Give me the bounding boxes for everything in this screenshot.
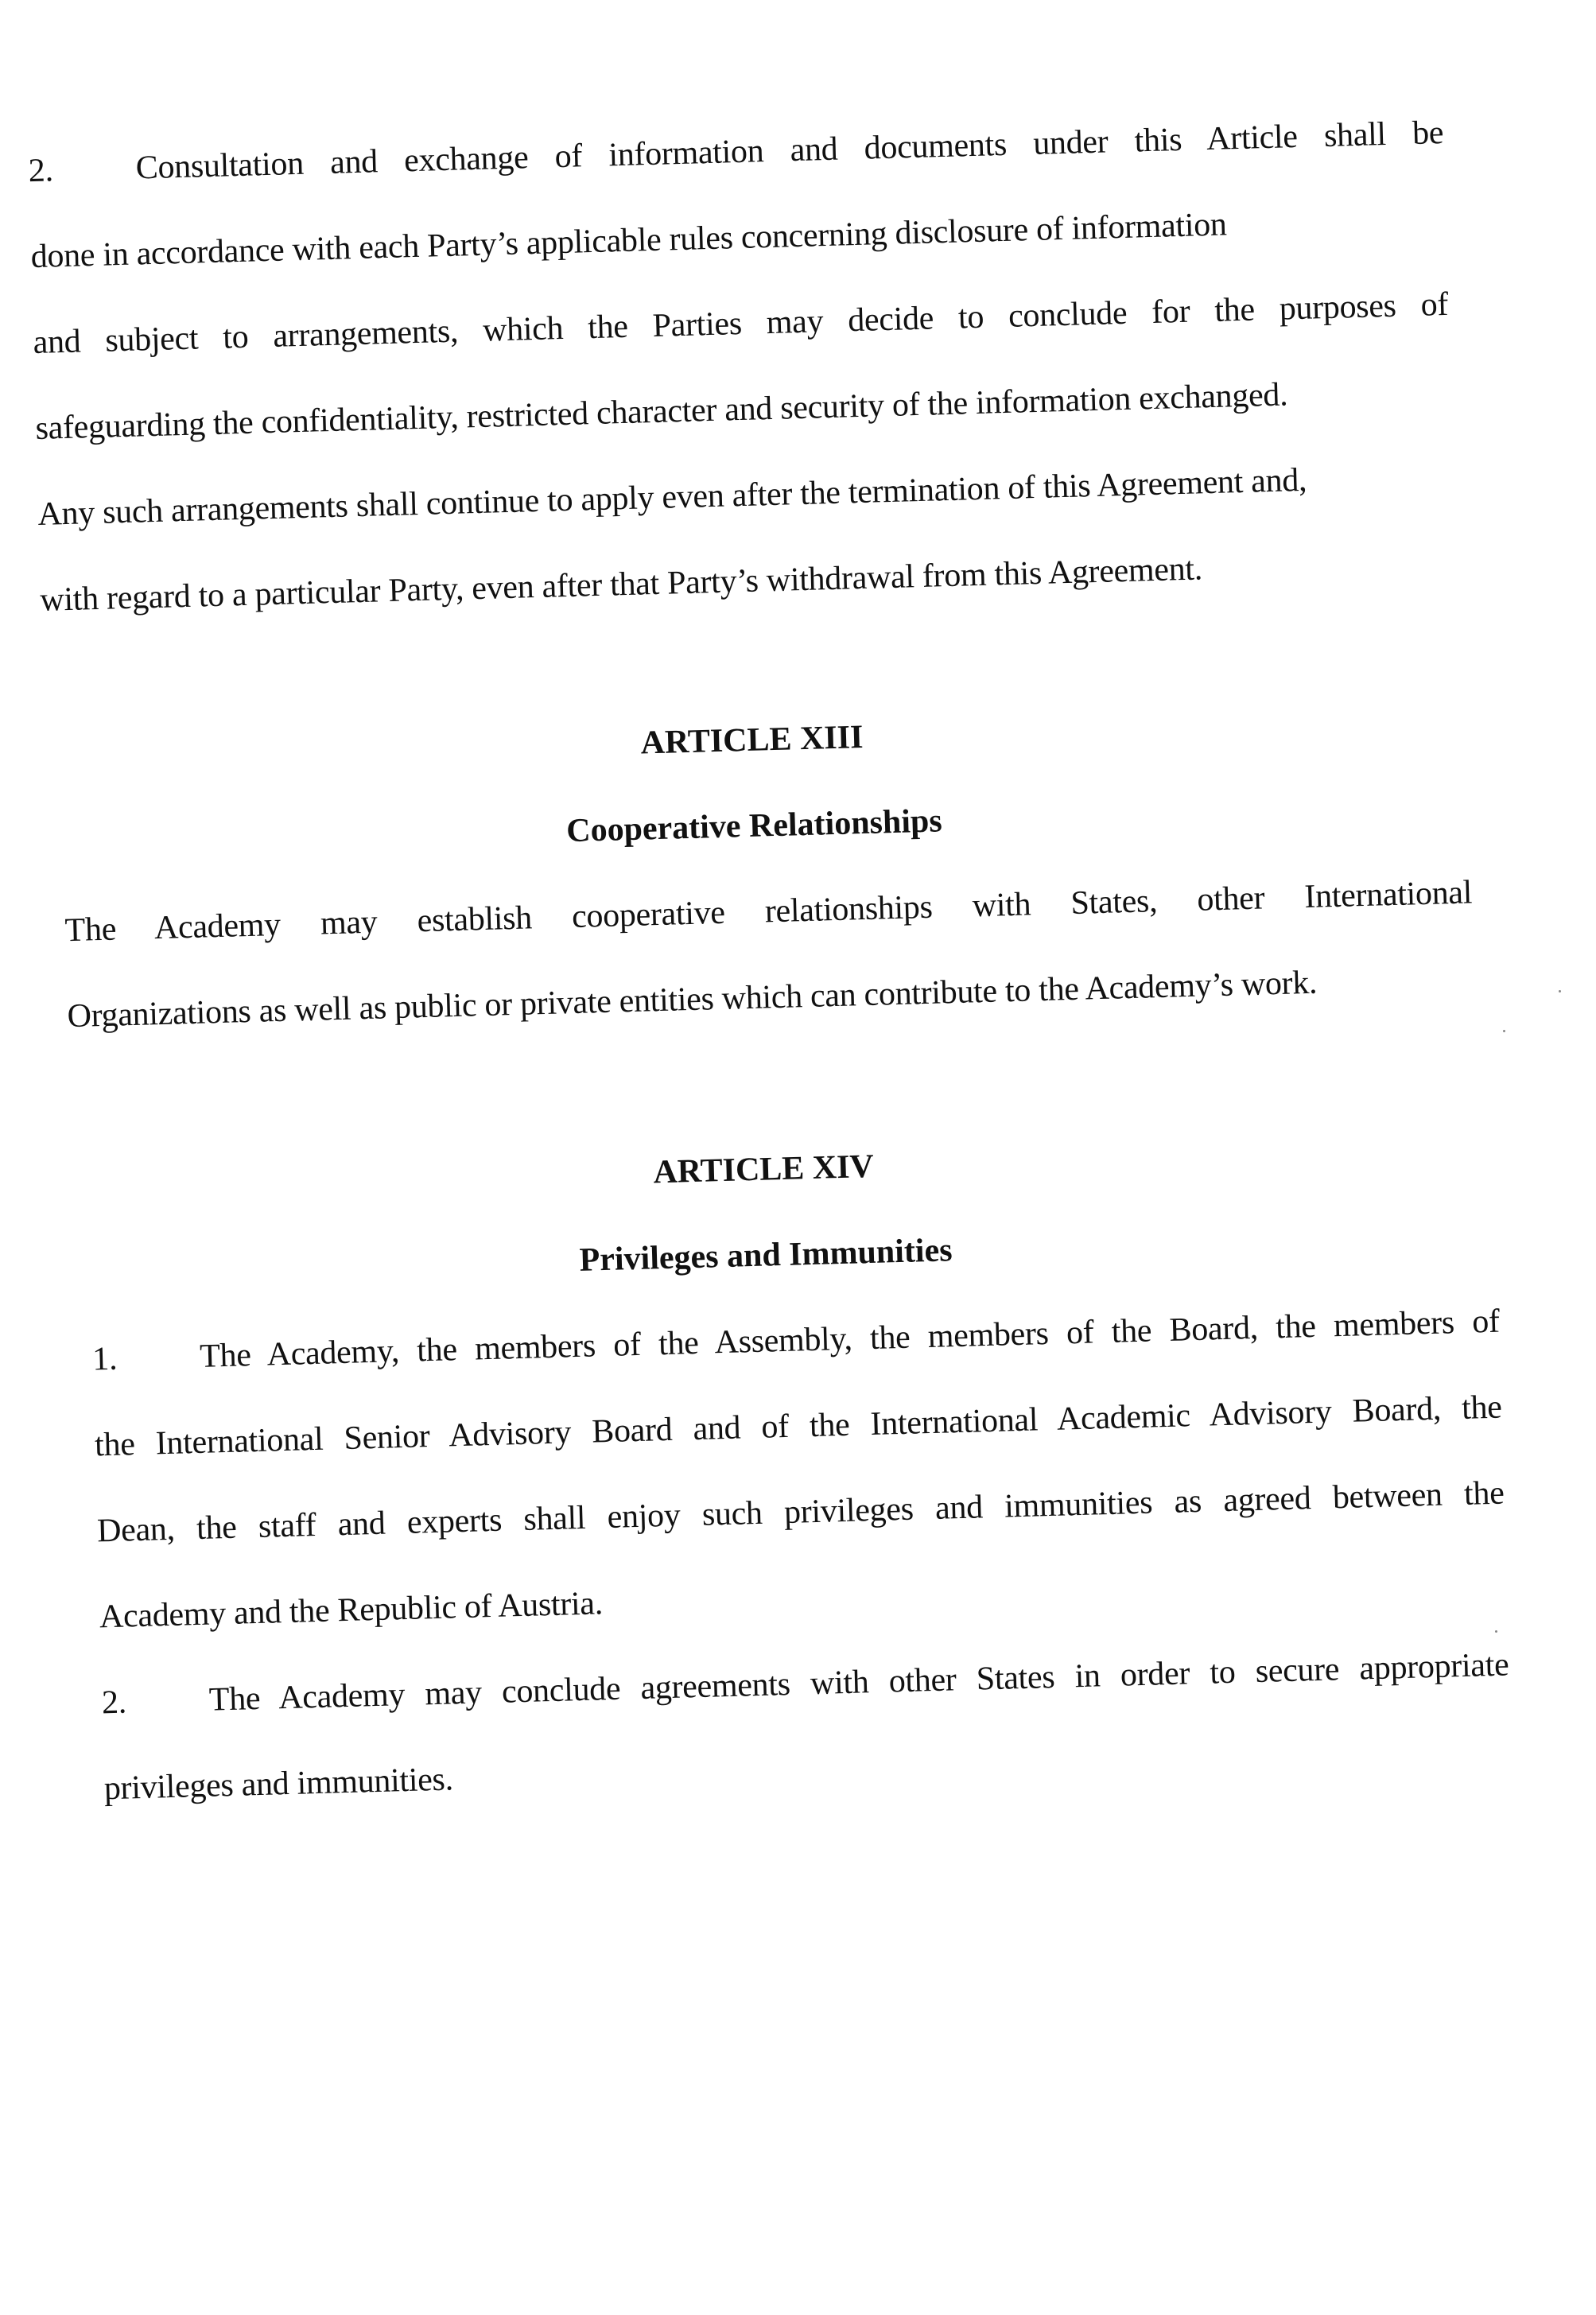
paragraph-text: The Academy, the members of the Assembly, the members of the Board, the members of	[199, 1303, 1501, 1375]
article-subtitle: Privileges and Immunities	[579, 1232, 953, 1279]
scan-artifact	[1503, 1030, 1505, 1032]
paragraph-line	[28, 116, 1443, 188]
scan-artifact	[1495, 1630, 1497, 1633]
paragraph-line: The Academy may establish cooperative relationships with States, other International	[64, 874, 1473, 950]
paragraph-number: 1.	[91, 1340, 118, 1378]
paragraph-line	[101, 1646, 1509, 1722]
article-title: ARTICLE XIV	[652, 1148, 875, 1191]
paragraph-line: Organizations as well as public or private entities which can contribute to the Academy’s work.	[66, 964, 1318, 1035]
paragraph-line: with regard to a particular Party, even after that Party’s withdrawal from this Agreement.	[39, 550, 1203, 619]
paragraph-number: 2.	[101, 1684, 127, 1722]
paragraph-line: and subject to arrangements, which the Parties may decide to conclude for the purposes of	[33, 285, 1449, 362]
paragraph-line: Academy and the Republic of Austria.	[99, 1585, 604, 1636]
paragraph-text: Consultation and exchange of information and documents under this Article shall be	[135, 114, 1444, 187]
paragraph-line: privileges and immunities.	[103, 1761, 454, 1808]
paragraph-line: Any such arrangements shall continue to apply even after the termination of this Agreement and,	[37, 461, 1307, 533]
article-title: ARTICLE XIII	[640, 718, 864, 762]
paragraph-line: done in accordance with each Party’s applicable rules concerning disclosure of information	[30, 206, 1228, 276]
paragraph-line: safeguarding the confidentiality, restricted character and security of the information exchanged.	[34, 376, 1288, 447]
paragraph-line: the International Senior Advisory Board and of the International Academic Advisory Board, the	[94, 1389, 1503, 1464]
paragraph-line: Dean, the staff and experts shall enjoy such privileges and immunities as agreed between the	[96, 1474, 1505, 1550]
article-subtitle: Cooperative Relationships	[565, 802, 943, 850]
paragraph-number: 2.	[28, 152, 54, 190]
paragraph-text: The Academy may conclude agreements with other States in order to secure appropriate	[208, 1646, 1509, 1719]
paragraph-line	[92, 1305, 1500, 1377]
scan-artifact	[1559, 990, 1561, 992]
